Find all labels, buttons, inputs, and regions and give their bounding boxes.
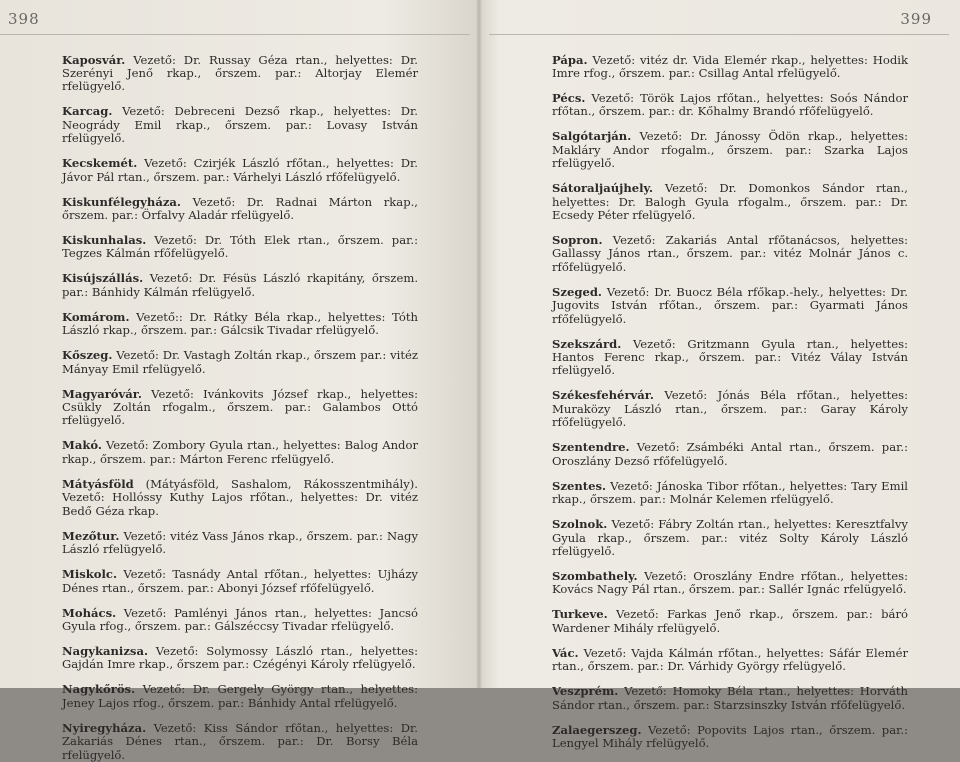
entry-text: (Mátyásföld, Sashalom, Rákosszentmihály). Vezető: Hollóssy Kuthy Lajos rfőtan., helyettes: Dr. vitéz Bedő Géza rkap. [62, 476, 418, 518]
entry-city: Komárom. [62, 309, 130, 324]
entry-city: Veszprém. [552, 684, 619, 699]
directory-entry [62, 54, 418, 94]
entry-city: Mohács. [62, 605, 117, 620]
entry-text: Vezető: Vajda Kálmán rfőtan., helyettes: Sáfár Elemér rtan., őrszem. par.: Dr. Várhidy György rfelügyelő. [552, 645, 908, 674]
entry-city: Nyiregyháza. [62, 720, 147, 735]
directory-entry [552, 570, 908, 597]
directory-entry [552, 608, 908, 635]
directory-entry [552, 441, 908, 468]
directory-entry [552, 286, 908, 326]
entry-city: Szeged. [552, 284, 602, 299]
entry-city: Miskolc. [62, 567, 118, 582]
directory-entry [62, 607, 418, 634]
entry-text: Vezető: Dr. Vastagh Zoltán rkap., őrszem par.: vitéz Mányay Emil rfelügyelő. [62, 348, 418, 376]
entry-city: Magyaróvár. [62, 386, 142, 401]
directory-entry [62, 683, 418, 710]
directory-entry [62, 311, 418, 338]
entry-city: Zalaegerszeg. [552, 722, 642, 737]
directory-entry [552, 54, 908, 81]
entry-city: Mátyásföld [62, 476, 134, 491]
entry-text: Vezető: vitéz dr. Vida Elemér rkap., helyettes: Hodik Imre rfog., őrszem. par.: Csillag Antal rfelügyelő. [552, 52, 908, 80]
directory-entry [62, 645, 418, 672]
entry-city: Vác. [552, 645, 579, 660]
directory-entry [552, 647, 908, 674]
page-number-right: 399 [900, 10, 932, 28]
directory-entry [62, 388, 418, 428]
entry-city: Szekszárd. [552, 336, 622, 351]
entry-text: Vezető: Popovits Lajos rtan., őrszem. par.: Lengyel Mihály rfelügyelő. [552, 722, 908, 750]
entry-text: Vezető: Kiss Sándor rfőtan., helyettes: Dr. Zakariás Dénes rtan., őrszem. par.: Dr. Borsy Béla rfelügyelő. [62, 720, 418, 762]
entry-city: Szentendre. [552, 440, 630, 455]
entry-city: Nagykanizsa. [62, 643, 148, 658]
directory-entry [552, 685, 908, 712]
entry-text: Vezető: Dr. Russay Géza rtan., helyettes: Dr. Szerényi Jenő rkap., őrszem. par.: Altorjay Elemér rfelügyelő. [62, 52, 418, 94]
directory-entry [552, 480, 908, 507]
entry-text: Vezető: Oroszlány Endre rfőtan., helyettes: Kovács Nagy Pál rtan., őrszem. par.: Sallér Ignác rfelügyelő. [552, 568, 908, 597]
directory-entry [62, 722, 418, 762]
entry-text: Vezető: Farkas Jenő rkap., őrszem. par.: báró Wardener Mihály rfelügyelő. [552, 607, 908, 635]
entry-city: Szombathely. [552, 568, 638, 583]
entry-text: Vezető: Dr. Fésüs László rkapitány, őrszem. par.: Bánhidy Kálmán rfelügyelő. [62, 271, 418, 299]
entry-city: Makó. [62, 438, 102, 453]
directory-entry [62, 439, 418, 466]
entry-text: Vezető: Debreceni Dezső rkap., helyettes: Dr. Neogrády Emil rkap., őrszem. par.: Lovasy István rfelügyelő. [62, 104, 418, 146]
entry-city: Karcag. [62, 104, 113, 119]
right-column [552, 42, 908, 751]
entry-text: Vezető: Dr. Radnai Márton rkap., őrszem. par.: Örfalvy Aladár rfelügyelő. [62, 194, 418, 223]
entry-city: Nagykőrös. [62, 682, 136, 697]
directory-entry [62, 568, 418, 595]
directory-entry [62, 478, 418, 518]
entry-text: Vezető: Zakariás Antal rfőtanácsos, helyettes: Gallassy János rtan., őrszem. par.: vitéz Molnár János c. rfőfelügyelő. [552, 233, 908, 274]
entry-city: Salgótarján. [552, 129, 632, 144]
entry-text: Vezető: Fábry Zoltán rtan., helyettes: Keresztfalvy Gyula rkap., őrszem. par.: vitéz Solty Károly László rfelügyelő. [552, 517, 908, 558]
directory-entry [552, 518, 908, 558]
directory-entry [62, 105, 418, 145]
entry-city: Kecskemét. [62, 156, 138, 171]
page-number-left: 398 [8, 10, 40, 28]
entry-text: Vezető: Dr. Jánossy Ödön rkap., helyettes: Makláry Andor rfogalm., őrszem. par.: Szarka Lajos rfelügyelő. [552, 129, 908, 171]
entry-city: Kiskunfélegyháza. [62, 194, 181, 209]
entry-city: Sopron. [552, 233, 603, 248]
entry-text: Vezető: Dr. Tóth Elek rtan., őrszem. par.: Tegzes Kálmán rfőfelügyelő. [62, 233, 418, 261]
entry-city: Szolnok. [552, 517, 608, 532]
directory-entry [552, 130, 908, 170]
entry-text: Vezető: Gritzmann Gyula rtan., helyettes: Hantos Ferenc rkap., őrszem. par.: Vitéz Válay István rfelügyelő. [552, 336, 908, 378]
entry-text: Vezető: Zsámbéki Antal rtan., őrszem. par.: Oroszlány Dezső rfőfelügyelő. [552, 440, 908, 468]
entry-text: Vezető: Pamlényi János rtan., helyettes: Jancsó Gyula rfog., őrszem. par.: Gálszéccsy Tivadar rfelügyelő. [62, 605, 418, 633]
entry-city: Pécs. [552, 91, 586, 105]
directory-entry [552, 182, 908, 222]
entry-text: Vezető: Zombory Gyula rtan., helyettes: Balog Andor rkap., őrszem. par.: Márton Ferenc rfelügyelő. [62, 438, 418, 466]
entry-city: Pápa. [552, 52, 588, 67]
entry-city: Mezőtur. [62, 528, 120, 543]
directory-entry [552, 338, 908, 378]
entry-text: Vezető: Homoky Béla rtan., helyettes: Horváth Sándor rtan., őrszem. par.: Starzsinszky István rfőfelügyelő. [552, 684, 908, 712]
entry-text: Vezető: Solymossy László rtan., helyettes: Gajdán Imre rkap., őrszem par.: Czégényi Károly rfelügyelő. [62, 643, 418, 672]
entry-text: Vezető: Czirjék László rfőtan., helyettes: Dr. Jávor Pál rtan., őrszem. par.: Várhelyi László rfőfelügyelő. [62, 156, 418, 184]
entry-text: Vezető: Jánoska Tibor rfőtan., helyettes: Tary Emil rkap., őrszem. par.: Molnár Kelemen rfelügyelő. [552, 478, 908, 507]
entry-city: Székesfehérvár. [552, 388, 654, 403]
header-rule-left [0, 34, 470, 35]
entry-city: Sátoraljaújhely. [552, 181, 653, 196]
directory-entry [552, 724, 908, 751]
entry-city: Kőszeg. [62, 348, 113, 363]
entry-text: Vezető: Dr. Domonkos Sándor rtan., helyettes: Dr. Balogh Gyula rfogalm., őrszem. par.: Dr. Ecsedy Péter rfelügyelő. [552, 181, 908, 223]
directory-entry [62, 272, 418, 299]
entry-city: Kaposvár. [62, 52, 126, 67]
entry-city: Szentes. [552, 478, 607, 493]
directory-entry [62, 234, 418, 261]
header-rule-right [489, 34, 949, 35]
directory-entry [62, 196, 418, 223]
directory-entry [552, 92, 908, 119]
directory-entry [62, 530, 418, 557]
directory-entry [552, 234, 908, 274]
entry-text: Vezető: vitéz Vass János rkap., őrszem. par.: Nagy László rfelügyelő. [62, 528, 418, 557]
entry-city: Turkeve. [552, 607, 608, 622]
entry-text: Vezető: Dr. Buocz Béla rfőkap.-hely., helyettes: Dr. Jugovits István rfőtan., őrszem. par.: Gyarmati János rfőfelügyelő. [552, 284, 908, 326]
entry-text: Vezető: Török Lajos rfőtan., helyettes: Soós Nándor rfőtan., őrszem. par.: dr. Kőhalmy Brandó rfőfelügyelő. [552, 91, 908, 119]
directory-entry [62, 157, 418, 184]
entry-text: Vezető:: Dr. Rátky Béla rkap., helyettes: Tóth László rkap., őrszem. par.: Gálcsik Tivadar rfelügyelő. [62, 309, 418, 338]
right-page [481, 0, 960, 750]
left-column [62, 42, 418, 762]
directory-entry [62, 349, 418, 376]
entry-city: Kiskunhalas. [62, 233, 147, 248]
entry-text: Vezető: Tasnády Antal rfőtan., helyettes: Ujházy Dénes rtan., őrszem. par.: Abonyi József rfőfelügyelő. [62, 567, 418, 595]
directory-entry [552, 389, 908, 429]
entry-city: Kisújszállás. [62, 271, 144, 286]
entry-text: Vezető: Jónás Béla rfőtan., helyettes: Muraközy László rtan., őrszem. par.: Garay Károly rfőfelügyelő. [552, 388, 908, 430]
entry-text: Vezető: Ivánkovits József rkap., helyettes: Csükly Zoltán rfogalm., őrszem. par.: Galambos Ottó rfelügyelő. [62, 386, 418, 428]
entry-text: Vezető: Dr. Gergely György rtan., helyettes: Jeney Lajos rfog., őrszem. par.: Bánhidy Antal rfelügyelő. [62, 682, 418, 710]
